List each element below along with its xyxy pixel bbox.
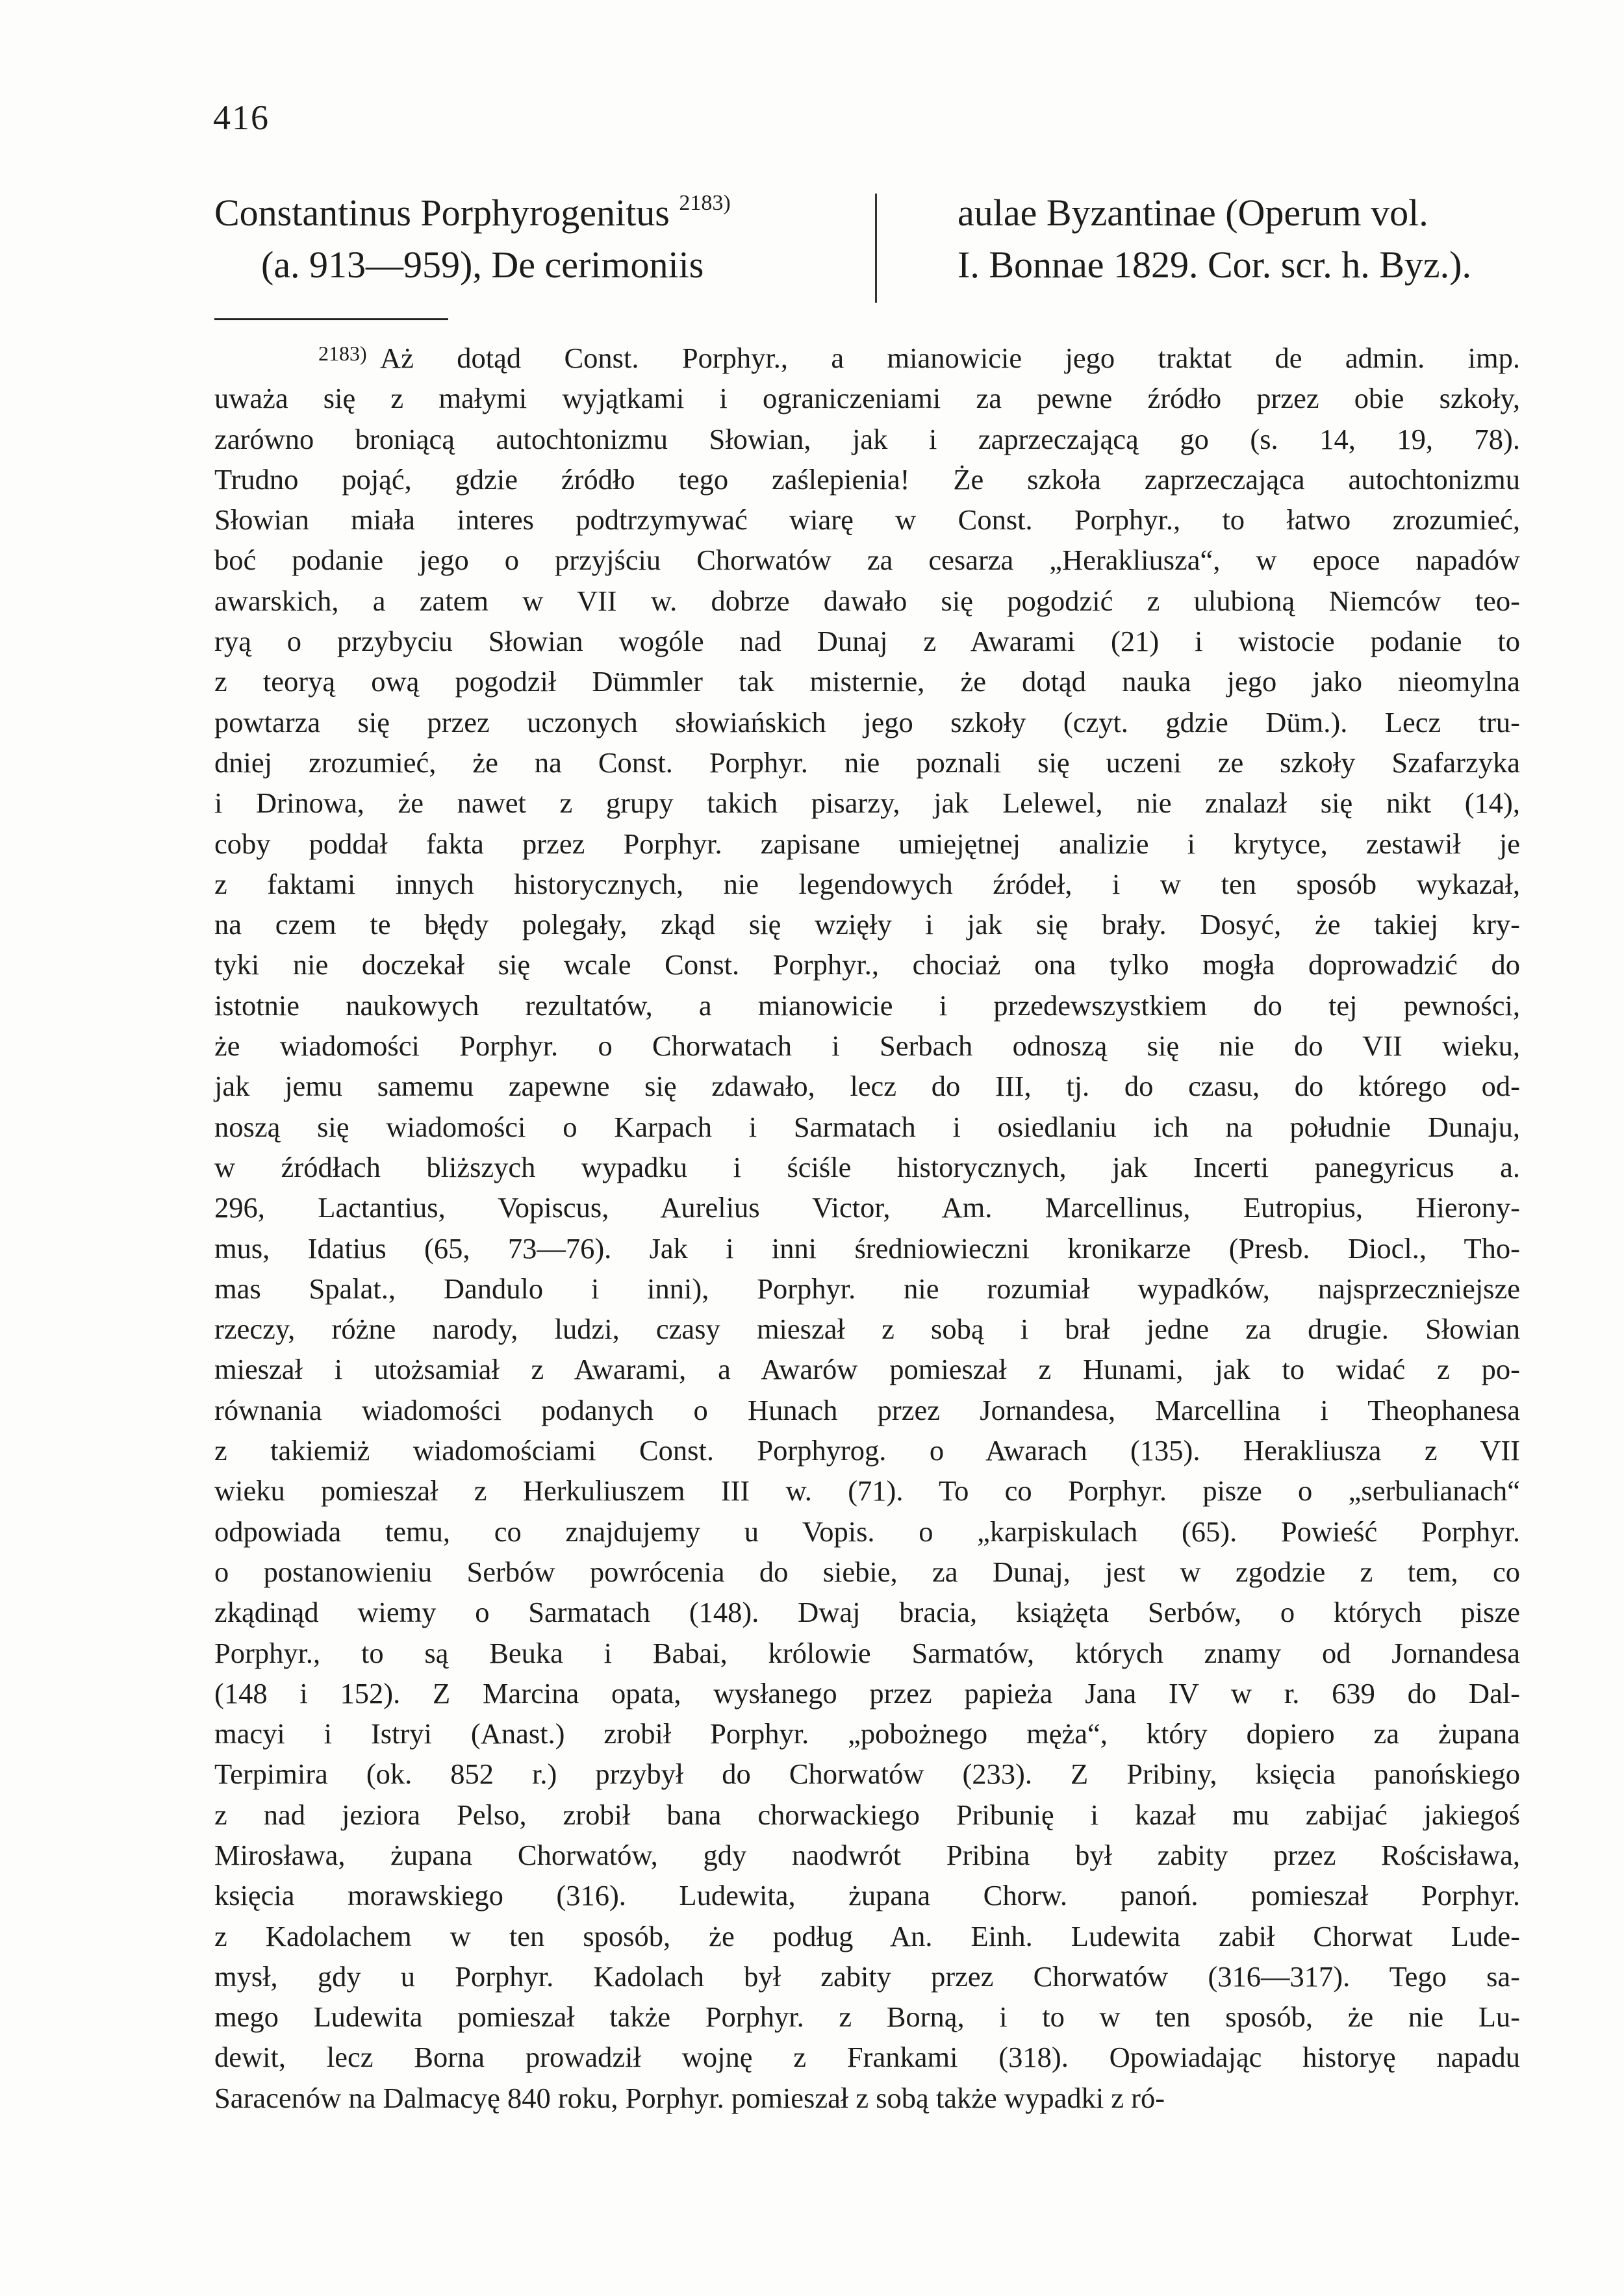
- entry-right-line-1: aulae Byzantinae (Operum vol.: [958, 192, 1428, 234]
- footnote-line: równania wiadomości podanych o Hunach przez Jornandesa, Marcellina i Theophanesa: [214, 1393, 1520, 1426]
- footnote-line: księcia morawskiego (316). Ludewita, żupana Chorw. panoń. pomieszał Porphyr.: [214, 1879, 1520, 1912]
- footnote-line: z teoryą ową pogodził Dümmler tak misternie, że dotąd nauka jego jako nieomylna: [214, 665, 1520, 698]
- footnote-line: 296, Lactantius, Vopiscus, Aurelius Victor, Am. Marcellinus, Eutropius, Hierony-: [214, 1191, 1520, 1224]
- page-number: 416: [213, 98, 270, 137]
- footnote-line: tyki nie doczekał się wcale Const. Porphyr., chociaż ona tylko mogła doprowadzić do: [214, 948, 1520, 981]
- footnote-line: dniej zrozumieć, że na Const. Porphyr. nie poznali się uczeni ze szkoły Szafarzyka: [214, 746, 1520, 779]
- footnote-line: wieku pomieszał z Herkuliuszem III w. (71). To co Porphyr. pisze o „serbulianach“: [214, 1474, 1520, 1508]
- footnote-line: uważa się z małymi wyjątkami i ograniczeniami za pewne źródło przez obie szkoły,: [214, 382, 1520, 415]
- footnote-line: z nad jeziora Pelso, zrobił bana chorwackiego Pribunię i kazał mu zabijać jakiegoś: [214, 1798, 1520, 1831]
- footnote-line: mieszał i utożsamiał z Awarami, a Awarów pomieszał z Hunami, jak to widać z po-: [214, 1353, 1520, 1386]
- bibliography-entry: [214, 187, 1520, 304]
- column-divider: [875, 194, 877, 303]
- footnote-line: mysł, gdy u Porphyr. Kadolach był zabity przez Chorwatów (316—317). Tego sa-: [214, 1960, 1520, 1993]
- footnote-line: odpowiada temu, co znajdujemy u Vopis. o „karpiskulach (65). Powieść Porphyr.: [214, 1515, 1520, 1548]
- footnote-line: mus, Idatius (65, 73—76). Jak i inni średniowieczni kronikarze (Presb. Diocl., Tho-: [214, 1231, 1520, 1265]
- footnote-line: z faktami innych historycznych, nie legendowych źródeł, i w ten sposób wykazał,: [214, 867, 1520, 900]
- footnote-line: o postanowieniu Serbów powrócenia do siebie, za Dunaj, jest w zgodzie z tem, co: [214, 1555, 1520, 1588]
- footnote-line: w źródłach bliższych wypadku i ściśle historycznych, jak Incerti panegyricus a.: [214, 1150, 1520, 1183]
- footnote-line: istotnie naukowych rezultatów, a mianowicie i przedewszystkiem do tej pewności,: [214, 989, 1520, 1022]
- entry-right-line-2: I. Bonnae 1829. Cor. scr. h. Byz.).: [958, 244, 1471, 286]
- footnote-line: boć podanie jego o przyjściu Chorwatów za cesarza „Herakliusza“, w epoce napadów: [214, 544, 1520, 577]
- footnote-line: Porphyr., to są Beuka i Babai, królowie Sarmatów, których znamy od Jornandesa: [214, 1636, 1520, 1669]
- footnote-line: zarówno broniącą autochtonizmu Słowian, jak i zaprzeczającą go (s. 14, 19, 78).: [214, 422, 1520, 455]
- entry-left-column: [214, 187, 864, 291]
- footnote: [214, 338, 1520, 2118]
- footnote-line: mas Spalat., Dandulo i inni), Porphyr. nie rozumiał wypadków, najsprzeczniejsze: [214, 1272, 1520, 1305]
- footnote-line: Aż dotąd Const. Porphyr., a mianowicie jego traktat de admin. imp.: [380, 342, 1520, 374]
- entry-left-line-1: [214, 187, 864, 239]
- footnote-line: rzeczy, różne narody, ludzi, czasy mieszał z sobą i brał jedne za drugie. Słowian: [214, 1313, 1520, 1346]
- footnote-line: ryą o przybyciu Słowian wogóle nad Dunaj z Awarami (21) i wistocie podanie to: [214, 625, 1520, 658]
- entry-left-line-2: (a. 913—959), De cerimoniis: [261, 244, 704, 286]
- footnote-marker: 2183): [318, 342, 367, 365]
- footnote-line: dewit, lecz Borna prowadził wojnę z Frankami (318). Opowiadając historyę napadu: [214, 2041, 1520, 2074]
- footnote-line: zkądinąd wiemy o Sarmatach (148). Dwaj bracia, książęta Serbów, o których pisze: [214, 1596, 1520, 1629]
- footnote-separator: [214, 318, 448, 320]
- footnote-line: (148 i 152). Z Marcina opata, wysłanego przez papieża Jana IV w r. 639 do Dal-: [214, 1676, 1520, 1709]
- footnote-line: coby poddał fakta przez Porphyr. zapisane umiejętnej analizie i krytyce, zestawił je: [214, 827, 1520, 860]
- footnote-line: i Drinowa, że nawet z grupy takich pisarzy, jak Lelewel, nie znalazł się nikt (14),: [214, 787, 1520, 820]
- footnote-line: na czem te błędy polegały, zkąd się wzięły i jak się brały. Dosyć, że takiej kry-: [214, 908, 1520, 941]
- footnote-line: noszą się wiadomości o Karpach i Sarmatach i osiedlaniu ich na południe Dunaju,: [214, 1110, 1520, 1143]
- footnote-line: z Kadolachem w ten sposób, że podług An. Einh. Ludewita zabił Chorwat Lude-: [214, 1919, 1520, 1952]
- footnote-line: że wiadomości Porphyr. o Chorwatach i Serbach odnoszą się nie do VII wieku,: [214, 1029, 1520, 1063]
- footnote-first-line-wrap: [214, 338, 1520, 378]
- footnote-reference: 2183): [679, 191, 731, 215]
- footnote-line: macyi i Istryi (Anast.) zrobił Porphyr. „pobożnego męża“, który dopiero za żupana: [214, 1717, 1520, 1750]
- footnote-line: jak jemu samemu zapewne się zdawało, lecz do III, tj. do czasu, do którego od-: [214, 1070, 1520, 1103]
- footnote-line: z takiemiż wiadomościami Const. Porphyrog. o Awarach (135). Herakliusza z VII: [214, 1434, 1520, 1467]
- footnote-line: Mirosława, żupana Chorwatów, gdy naodwrót Pribina był zabity przez Rościsława,: [214, 1838, 1520, 1871]
- footnote-line: Trudno pojąć, gdzie źródło tego zaślepienia! Że szkoła zaprzeczająca autochtonizmu: [214, 462, 1520, 496]
- footnote-line: mego Ludewita pomieszał także Porphyr. z Borną, i to w ten sposób, że nie Lu-: [214, 2000, 1520, 2034]
- footnote-line: Terpimira (ok. 852 r.) przybył do Chorwatów (233). Z Pribiny, księcia panońskiego: [214, 1758, 1520, 1791]
- entry-author-title: Constantinus Porphyrogenitus: [214, 192, 670, 234]
- footnote-line: Słowian miała interes podtrzymywać wiarę w Const. Porphyr., to łatwo zrozumieć,: [214, 503, 1520, 536]
- footnote-line: powtarza się przez uczonych słowiańskich jego szkoły (czyt. gdzie Düm.). Lecz tru-: [214, 705, 1520, 738]
- footnote-line: awarskich, a zatem w VII w. dobrze dawało się pogodzić z ulubioną Niemców teo-: [214, 584, 1520, 617]
- footnote-line: Saracenów na Dalmacyę 840 roku, Porphyr. pomieszał z sobą także wypadki z ró-: [214, 2081, 1165, 2114]
- entry-right-column: [958, 187, 1529, 291]
